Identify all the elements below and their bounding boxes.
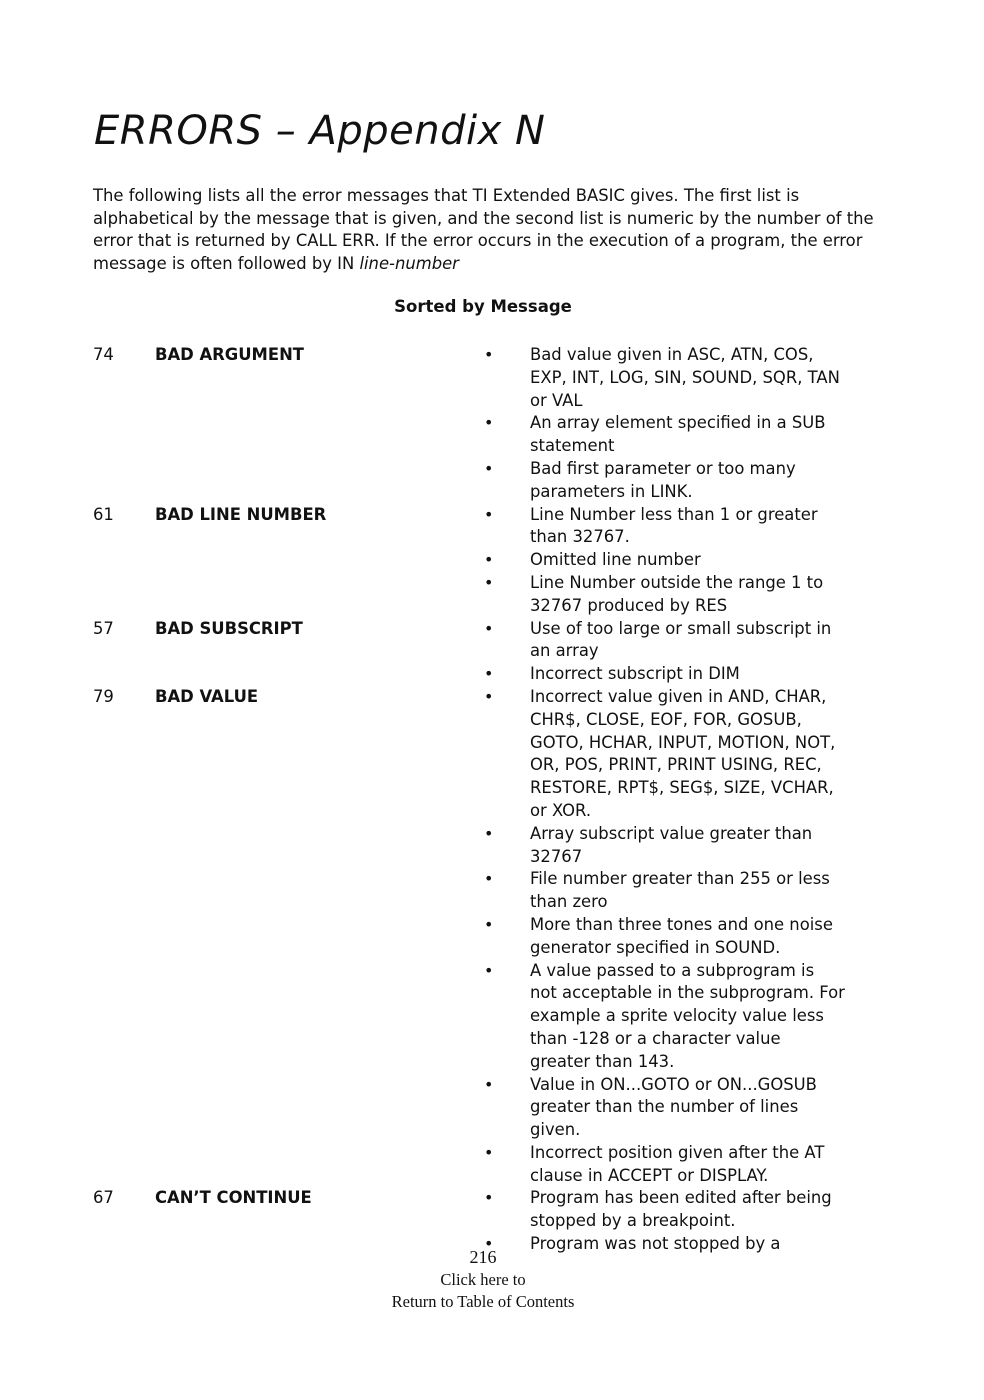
error-causes — [485, 344, 845, 504]
cause-item: • Array subscript value greater than 32767 — [485, 823, 845, 869]
intro-text: The following lists all the error messages that TI Extended BASIC gives. The first list is alphabetical by the message that is given, and the second list is numeric by the number of the error that is returned by CALL ERR. If the error occurs in the execution of a program, the error message is often followed by IN — [93, 186, 874, 273]
error-causes — [485, 1187, 845, 1255]
error-entry — [0, 618, 984, 686]
error-causes — [485, 504, 845, 618]
page-number: 216 — [469, 1247, 497, 1267]
intro-italic-term: line-number — [359, 253, 459, 273]
section-subheading: Sorted by Message — [394, 297, 572, 316]
cause-item: • A value passed to a subprogram is not acceptable in the subprogram. For example a sprite velocity value less than -128 or a character value greater than 143. — [485, 960, 845, 1074]
error-causes — [485, 686, 845, 1188]
error-entry — [0, 344, 984, 504]
page-title: ERRORS – Appendix N — [94, 108, 546, 154]
error-entry — [0, 1187, 984, 1255]
cause-item: • Program was not stopped by a — [485, 1233, 845, 1256]
cause-item: • Line Number less than 1 or greater than 32767. — [485, 504, 845, 550]
error-message: CAN’T CONTINUE — [155, 1188, 312, 1208]
cause-item: • Use of too large or small subscript in an array — [485, 618, 845, 664]
cause-item: • Bad first parameter or too many parameters in LINK. — [485, 458, 845, 504]
error-entry — [0, 686, 984, 1188]
error-code: 57 — [93, 618, 114, 638]
toc-link-line2[interactable]: Return to Table of Contents — [391, 1292, 575, 1311]
toc-link-line1[interactable]: Click here to — [440, 1270, 526, 1289]
cause-item: • Bad value given in ASC, ATN, COS, EXP, INT, LOG, SIN, SOUND, SQR, TAN or VAL — [485, 344, 845, 412]
cause-item: • Program has been edited after being stopped by a breakpoint. — [485, 1187, 845, 1233]
cause-item: • Value in ON...GOTO or ON...GOSUB greater than the number of lines given. — [485, 1074, 845, 1142]
error-code: 79 — [93, 686, 114, 706]
error-message: BAD ARGUMENT — [155, 345, 304, 364]
error-entry — [0, 504, 984, 618]
cause-item: • Incorrect value given in AND, CHAR, CHR$, CLOSE, EOF, FOR, GOSUB, GOTO, HCHAR, INPUT, MOTION, NOT, OR, POS, PRINT, PRINT USING, REC, RESTORE, RPT$, SEG$, SIZE, VCHAR, or XOR. — [485, 686, 845, 823]
cause-item: • Incorrect position given after the AT clause in ACCEPT or DISPLAY. — [485, 1142, 845, 1188]
cause-item: • File number greater than 255 or less than zero — [485, 868, 845, 914]
error-code: 74 — [93, 345, 114, 364]
cause-item: • Line Number outside the range 1 to 32767 produced by RES — [485, 572, 845, 618]
cause-item: • More than three tones and one noise generator specified in SOUND. — [485, 914, 845, 960]
error-list — [0, 344, 984, 1256]
cause-item: • An array element specified in a SUB statement — [485, 412, 845, 458]
error-code: 61 — [93, 504, 114, 524]
error-code: 67 — [93, 1188, 114, 1208]
cause-item: • Incorrect subscript in DIM — [485, 663, 845, 686]
error-message: BAD SUBSCRIPT — [155, 618, 303, 638]
error-causes — [485, 618, 845, 686]
intro-paragraph — [93, 185, 893, 275]
cause-item: • Omitted line number — [485, 549, 845, 572]
error-message: BAD VALUE — [155, 686, 259, 706]
error-message: BAD LINE NUMBER — [155, 504, 327, 524]
